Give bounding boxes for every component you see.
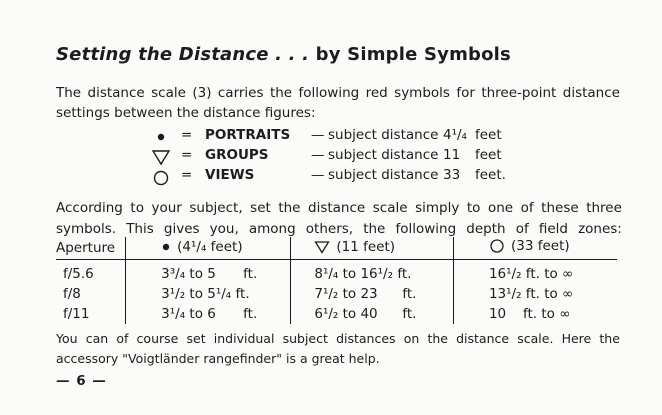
title-italic-part: Setting the Distance . . . bbox=[56, 44, 310, 65]
symbol-name: VIEWS bbox=[205, 167, 255, 183]
word: the bbox=[269, 85, 293, 101]
symbol-row-views bbox=[150, 167, 610, 187]
dot-icon bbox=[161, 241, 171, 253]
symbol-description: subject distance bbox=[328, 167, 439, 183]
distance-value: 33 bbox=[443, 167, 461, 183]
table-row bbox=[56, 304, 617, 324]
word: course bbox=[136, 331, 179, 346]
word: field bbox=[538, 221, 568, 237]
word: subject, bbox=[189, 200, 243, 216]
views-cell bbox=[453, 284, 617, 304]
word: the bbox=[427, 331, 448, 346]
range-value: 3¹/₂ to 5¹/₄ ft. bbox=[161, 286, 250, 302]
range-value: 3³/₄ to 5 bbox=[161, 266, 216, 282]
word: three bbox=[586, 200, 622, 216]
groups-cell bbox=[291, 284, 454, 304]
word: on bbox=[403, 331, 420, 346]
header-label: (33 feet) bbox=[510, 238, 570, 254]
range-unit: ft. bbox=[402, 306, 417, 322]
word: The bbox=[56, 85, 82, 101]
range-value: 6¹/₂ to 40 bbox=[314, 306, 378, 322]
word: others, bbox=[305, 221, 354, 237]
circle-icon bbox=[489, 238, 505, 254]
depth-of-field-table bbox=[56, 237, 617, 324]
views-cell bbox=[453, 304, 617, 324]
word: for bbox=[456, 85, 475, 101]
intro-paragraph bbox=[56, 83, 620, 123]
page-number: — 6 — bbox=[56, 373, 107, 389]
word: subject bbox=[282, 331, 328, 346]
symbol-name: PORTRAITS bbox=[205, 127, 291, 143]
word: scale bbox=[151, 85, 186, 101]
symbol-row-groups bbox=[150, 147, 610, 167]
header-label: (11 feet) bbox=[336, 238, 396, 255]
equals-sign: = bbox=[181, 167, 193, 183]
distance-value: 4¹/₄ bbox=[443, 127, 467, 143]
intro-line-2: settings between the distance figures: bbox=[56, 105, 316, 121]
table-header-row bbox=[56, 237, 617, 260]
equals-sign: = bbox=[181, 127, 193, 143]
equals-sign: = bbox=[181, 147, 193, 163]
aperture-cell: f/8 bbox=[63, 286, 81, 302]
word: scale. bbox=[517, 331, 554, 346]
range-unit: ft. bbox=[243, 306, 258, 322]
word: distances bbox=[336, 331, 396, 346]
rangefinder-paragraph bbox=[56, 329, 620, 369]
aperture-cell: f/11 bbox=[63, 306, 90, 322]
word: symbols. bbox=[56, 221, 117, 237]
word: simply bbox=[415, 200, 460, 216]
word: of bbox=[116, 331, 129, 346]
header-portraits bbox=[126, 237, 291, 260]
word: individual bbox=[213, 331, 275, 346]
word: following bbox=[395, 221, 457, 237]
word: According bbox=[56, 200, 123, 216]
word: red bbox=[365, 85, 388, 101]
symbol-name: GROUPS bbox=[205, 147, 269, 163]
dash: — bbox=[311, 167, 325, 183]
word: (3) bbox=[192, 85, 212, 101]
groups-cell bbox=[291, 260, 454, 285]
word: three-point bbox=[481, 85, 557, 101]
header-groups bbox=[291, 237, 454, 260]
word: to bbox=[466, 200, 481, 216]
distance-unit: feet bbox=[475, 147, 502, 163]
word: distance bbox=[456, 331, 510, 346]
groups-cell bbox=[291, 304, 454, 324]
intro-line-1 bbox=[56, 83, 620, 103]
word: the bbox=[278, 200, 301, 216]
word: depth bbox=[466, 221, 506, 237]
dash: — bbox=[311, 127, 325, 143]
range-unit: ft. bbox=[243, 266, 258, 282]
word: your bbox=[151, 200, 182, 216]
triangle-icon bbox=[314, 240, 330, 254]
word: to bbox=[130, 200, 144, 216]
portraits-cell bbox=[126, 284, 291, 304]
rangefinder-line-2: accessory "Voigtländer rangefinder" is a great help. bbox=[56, 351, 380, 366]
views-cell bbox=[453, 260, 617, 285]
word: of bbox=[515, 221, 529, 237]
word: distance bbox=[562, 85, 620, 101]
word: the bbox=[599, 331, 620, 346]
word: Here bbox=[561, 331, 592, 346]
dot-icon bbox=[150, 127, 172, 147]
distance-value: 11 bbox=[443, 147, 461, 163]
word: This bbox=[126, 221, 154, 237]
word: one bbox=[487, 200, 514, 216]
range-value: 3¹/₄ to 6 bbox=[161, 306, 216, 322]
range-unit: ft. bbox=[402, 286, 417, 302]
word: set bbox=[250, 200, 271, 216]
symbol-row-portraits bbox=[150, 127, 610, 147]
word: following bbox=[298, 85, 360, 101]
word: among bbox=[248, 221, 296, 237]
word: distance bbox=[308, 200, 366, 216]
title-rest: by Simple Symbols bbox=[315, 44, 511, 65]
aperture-cell: f/5.6 bbox=[63, 266, 94, 282]
range-value: 16¹/₂ ft. to ∞ bbox=[488, 266, 574, 282]
portraits-cell bbox=[126, 260, 291, 285]
table-row bbox=[56, 284, 617, 304]
circle-icon bbox=[150, 167, 172, 187]
symbol-description: subject distance bbox=[328, 147, 439, 163]
portraits-cell bbox=[126, 304, 291, 324]
word: of bbox=[520, 200, 534, 216]
range-value: 13¹/₂ ft. to ∞ bbox=[488, 286, 574, 302]
symbol-description: subject distance bbox=[328, 127, 439, 143]
triangle-icon bbox=[150, 147, 172, 167]
rangefinder-line-1 bbox=[56, 329, 620, 349]
word: can bbox=[85, 331, 109, 346]
page-title bbox=[56, 44, 511, 65]
range-value: 7¹/₂ to 23 bbox=[314, 286, 378, 302]
word: set bbox=[186, 331, 206, 346]
distance-unit: feet bbox=[475, 127, 502, 143]
word: distance bbox=[87, 85, 145, 101]
word: symbols bbox=[394, 85, 450, 101]
word: zones: bbox=[578, 221, 622, 237]
range-unit: ft. to ∞ bbox=[522, 306, 571, 322]
word: You bbox=[56, 331, 78, 346]
header-views bbox=[453, 237, 617, 260]
range-value: 8¹/₄ to 16¹/₂ ft. bbox=[314, 266, 412, 282]
word: these bbox=[541, 200, 579, 216]
depth-line-1 bbox=[56, 198, 622, 219]
word: the bbox=[363, 221, 386, 237]
table-row bbox=[56, 260, 617, 285]
word: scale bbox=[372, 200, 408, 216]
distance-unit: feet. bbox=[475, 167, 506, 183]
header-label: (4¹/₄ feet) bbox=[177, 239, 243, 255]
word: carries bbox=[217, 85, 264, 101]
word: you, bbox=[209, 221, 239, 237]
dash: — bbox=[311, 147, 325, 163]
range-value: 10 bbox=[488, 306, 507, 322]
depth-paragraph bbox=[56, 198, 622, 240]
header-aperture: Aperture bbox=[56, 237, 126, 260]
word: gives bbox=[163, 221, 200, 237]
